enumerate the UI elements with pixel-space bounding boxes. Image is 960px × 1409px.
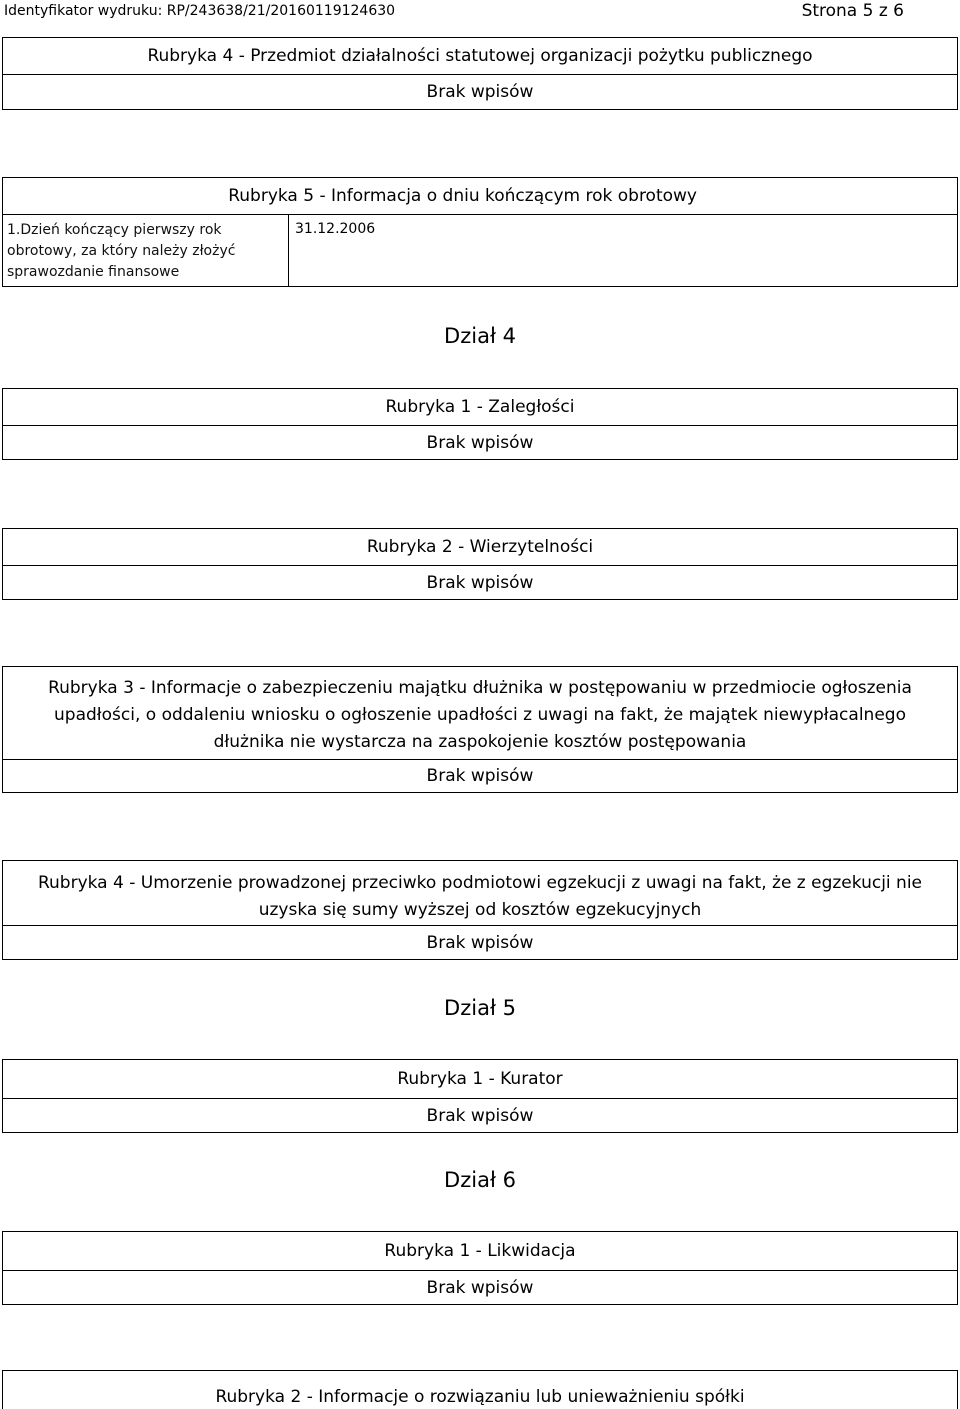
section-rubryka-5-fiscal-year: [2, 177, 958, 287]
section-d4-rubryka-4: [2, 860, 958, 960]
section-value: Brak wpisów: [3, 925, 957, 959]
section-value: Brak wpisów: [3, 565, 957, 599]
section-d4-rubryka-1: [2, 388, 958, 460]
section-d4-rubryka-3: [2, 666, 958, 793]
dzial-5-heading: Dział 5: [444, 996, 516, 1020]
fiscal-year-value: 31.12.2006: [295, 221, 376, 237]
section-d6-rubryka-2: [2, 1370, 958, 1409]
section-value: Brak wpisów: [3, 759, 957, 792]
fiscal-year-label: 1.Dzień kończący pierwszy rok obrotowy, za który należy złożyć sprawozdanie finansowe: [3, 215, 289, 287]
section-title: Rubryka 5 - Informacja o dniu kończącym rok obrotowy: [228, 186, 697, 206]
dzial-6-heading: Dział 6: [444, 1168, 516, 1192]
dzial-4-heading: Dział 4: [444, 324, 516, 348]
page-number: Strona 5 z 6: [801, 1, 904, 21]
section-d4-rubryka-2: [2, 528, 958, 600]
section-title: Rubryka 1 - Kurator: [397, 1069, 563, 1089]
section-d5-rubryka-1: [2, 1059, 958, 1133]
section-title: Rubryka 2 - Wierzytelności: [366, 537, 594, 557]
section-title: Rubryka 1 - Zaległości: [385, 397, 575, 417]
section-title: Rubryka 2 - Informacje o rozwiązaniu lub unieważnieniu spółki: [215, 1387, 745, 1407]
section-title: Rubryka 1 - Likwidacja: [384, 1241, 576, 1261]
section-title: Rubryka 4 - Umorzenie prowadzonej przeciwko podmiotowi egzekucji z uwagi na fakt, że z egzekucji nie uzyska się sumy wyższej od kosztów egzekucyjnych: [37, 873, 923, 920]
section-value: Brak wpisów: [3, 1098, 957, 1132]
section-value: Brak wpisów: [3, 1270, 957, 1304]
section-d6-rubryka-1: [2, 1231, 958, 1305]
section-value: Brak wpisów: [3, 74, 957, 109]
section-rubryka-4-opp: [2, 37, 958, 110]
section-title: Rubryka 3 - Informacje o zabezpieczeniu majątku dłużnika w postępowaniu w przedmiocie ogłoszenia upadłości, o oddaleniu wniosku o ogłoszenie upadłości z uwagi na fakt, że majątek niewypłacalnego dłużnika nie wystarcza na zaspokojenie kosztów postępowania: [48, 678, 912, 752]
section-value: Brak wpisów: [3, 425, 957, 459]
print-identifier: Identyfikator wydruku: RP/243638/21/20160119124630: [4, 3, 396, 19]
section-title: Rubryka 4 - Przedmiot działalności statutowej organizacji pożytku publicznego: [147, 46, 813, 66]
